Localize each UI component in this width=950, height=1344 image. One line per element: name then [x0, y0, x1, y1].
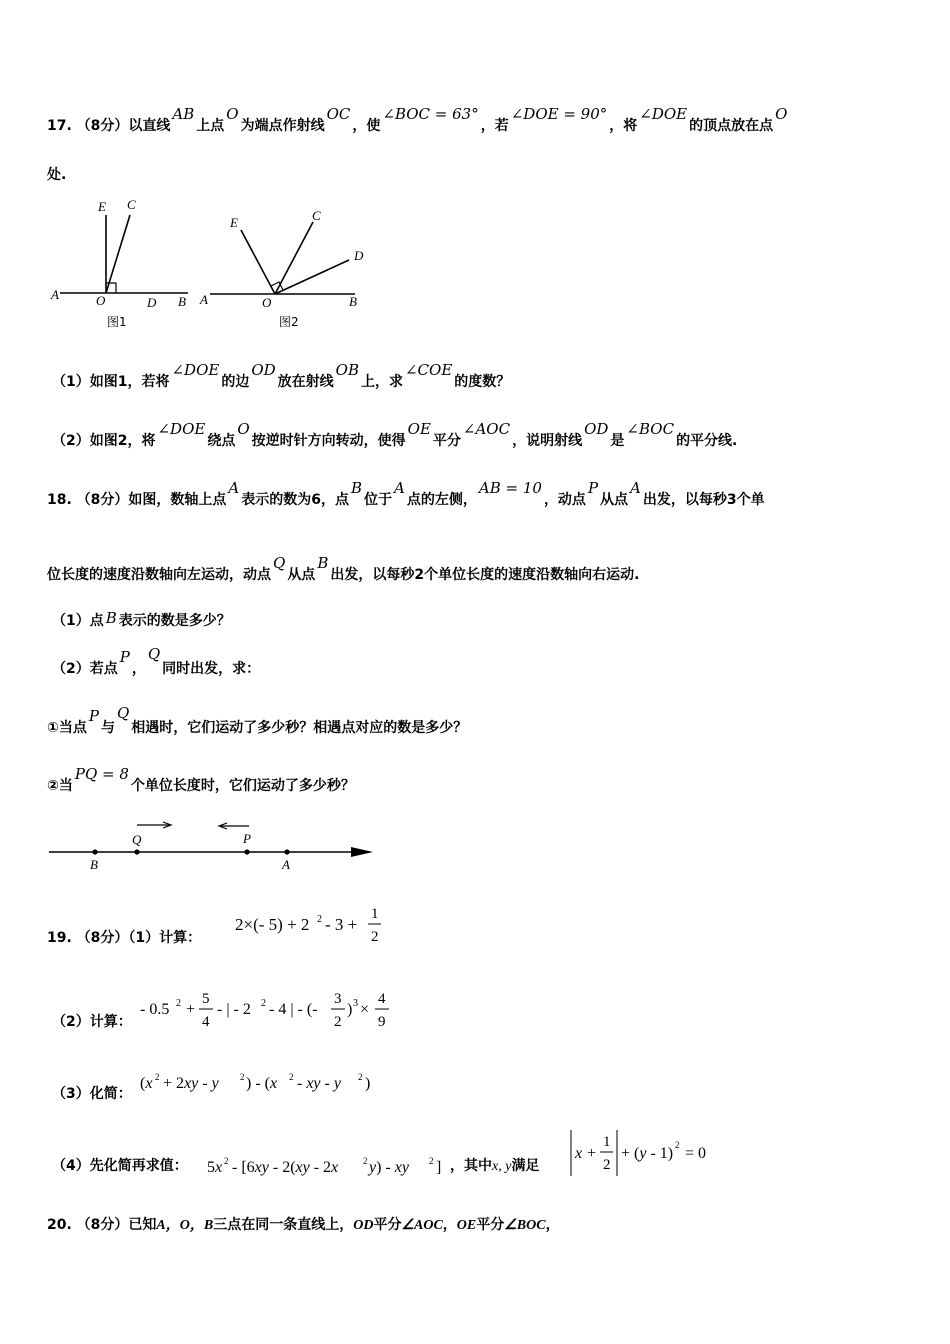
formula-19-3 — [138, 1068, 388, 1098]
formula-19-2 — [138, 985, 398, 1035]
text: ②当 — [47, 778, 73, 794]
math: P — [119, 648, 130, 666]
svg-text:2: 2 — [289, 1072, 294, 1082]
caption-fig1: 图1 — [107, 315, 127, 329]
math-O: O — [226, 105, 239, 123]
text: 表示的数为6，点 — [241, 492, 350, 508]
svg-text:+: + — [587, 1145, 597, 1162]
math: ∠COE — [404, 361, 453, 379]
text: ，动点 — [543, 492, 586, 508]
formula-19-4a — [205, 1152, 465, 1180]
point-B — [92, 849, 97, 854]
svg-text:1: 1 — [371, 906, 379, 922]
figure-1 — [48, 195, 198, 335]
math: ∠DOE — [171, 361, 220, 379]
math: ∠BOC — [504, 1218, 546, 1233]
text: 平分 — [476, 1217, 505, 1233]
q18-sub2 — [47, 765, 355, 795]
text: ， — [545, 1217, 560, 1233]
text: 按逆时针方向转动，使得 — [251, 433, 406, 449]
svg-text:2: 2 — [240, 1072, 245, 1082]
math: Q — [147, 645, 161, 663]
math: P — [88, 707, 99, 725]
svg-text:2: 2 — [176, 998, 181, 1009]
point-Q — [134, 849, 139, 854]
text: 满足 — [511, 1158, 540, 1174]
text: 平分 — [373, 1217, 402, 1233]
label-O: O — [262, 295, 272, 310]
q19-part3 — [52, 1085, 132, 1103]
point-P — [244, 849, 249, 854]
text: 上，求 — [360, 374, 403, 390]
svg-text:]: ] — [436, 1159, 442, 1176]
math: A，O，B — [156, 1218, 214, 1233]
label-B: B — [90, 857, 98, 872]
text: 出发，以每秒2个单位长度的速度沿数轴向右运动. — [330, 567, 640, 583]
text: 点的左侧， — [406, 492, 477, 508]
q17-part1 — [52, 361, 511, 391]
svg-text:- xy - y: - xy - y — [297, 1075, 341, 1092]
math: B — [317, 554, 329, 572]
svg-text:2: 2 — [155, 1072, 160, 1082]
svg-text:2: 2 — [224, 1156, 229, 1166]
text: （1）如图1，若将 — [52, 374, 170, 390]
text: 绕点 — [207, 433, 236, 449]
math: Q — [116, 704, 130, 722]
svg-text:- 4 | - (-: - 4 | - (- — [269, 1001, 318, 1018]
text: 放在射线 — [277, 374, 334, 390]
svg-text:2: 2 — [317, 914, 322, 925]
text: 平分 — [432, 433, 461, 449]
svg-text:1: 1 — [603, 1134, 611, 1150]
math: OE — [407, 420, 431, 438]
q17-line1 — [47, 105, 789, 135]
text: 与 — [100, 720, 115, 736]
text: 三点在同一条直线上， — [213, 1217, 354, 1233]
ray-OE — [241, 230, 275, 294]
text: 上点 — [196, 118, 225, 134]
text: 的平分线. — [676, 433, 738, 449]
svg-text:2: 2 — [675, 1140, 680, 1150]
label-C: C — [312, 208, 321, 223]
text: 同时出发，求： — [162, 661, 261, 677]
svg-text:5: 5 — [202, 991, 210, 1007]
math: ∠AOC — [462, 420, 511, 438]
svg-text:): ) — [347, 1001, 353, 1018]
text: 从点 — [600, 492, 629, 508]
label-A: A — [51, 287, 59, 302]
math: A — [630, 479, 641, 497]
text: ， — [442, 1217, 457, 1233]
svg-text:- [6xy - 2(xy - 2x: - [6xy - 2(xy - 2x — [232, 1159, 339, 1176]
svg-text:9: 9 — [378, 1014, 386, 1030]
q19-part2 — [52, 1013, 132, 1031]
math: ∠AOC — [401, 1218, 443, 1233]
math: OB — [335, 361, 359, 379]
q19-part4-cond — [450, 1157, 539, 1176]
math: Q — [273, 554, 286, 572]
text: ，说明射线 — [512, 433, 583, 449]
text: 的度数？ — [454, 374, 511, 390]
math: O — [237, 420, 250, 438]
svg-text:+ (y - 1): + (y - 1) — [621, 1145, 674, 1162]
math: ∠BOC — [626, 420, 675, 438]
text: （3）化简： — [52, 1086, 132, 1102]
text: ， — [131, 661, 146, 677]
label-E: E — [98, 199, 106, 214]
math-AB: AB — [172, 105, 195, 123]
svg-text:= 0: = 0 — [685, 1145, 707, 1162]
text: ，其中 — [450, 1158, 492, 1174]
figure-2 — [195, 200, 375, 335]
svg-text:2: 2 — [603, 1157, 611, 1173]
text: ①当点 — [47, 720, 87, 736]
text: （2）计算： — [52, 1014, 132, 1030]
math-xy: x, y — [492, 1159, 512, 1174]
svg-text:4: 4 — [202, 1014, 210, 1030]
text: 的边 — [221, 374, 250, 390]
svg-text:2: 2 — [334, 1014, 342, 1030]
math: A — [228, 479, 240, 497]
text: 的顶点放在点 — [689, 118, 774, 134]
math: OE — [456, 1218, 477, 1233]
math: PQ = 8 — [74, 765, 129, 783]
svg-text:y) - xy: y) - xy — [369, 1159, 409, 1176]
text: 从点 — [287, 567, 316, 583]
svg-text:- 3 +: - 3 + — [325, 915, 358, 934]
label-E: E — [230, 215, 238, 230]
svg-text:2: 2 — [358, 1072, 363, 1082]
text: 位长度的速度沿数轴向左运动，动点 — [47, 567, 271, 583]
svg-text:- | - 2: - | - 2 — [217, 1001, 251, 1018]
text: （4）先化简再求值： — [52, 1158, 188, 1174]
svg-text:- 0.5: - 0.5 — [140, 1001, 170, 1018]
math-OC: OC — [326, 105, 351, 123]
math: B — [105, 609, 117, 627]
text: 是 — [610, 433, 625, 449]
caption-fig2: 图2 — [279, 315, 299, 329]
text: （1）点 — [52, 613, 104, 629]
q18-part2 — [52, 645, 261, 678]
math: P — [587, 479, 599, 497]
math: OD — [353, 1218, 374, 1233]
svg-text:+: + — [186, 1001, 196, 1018]
svg-text:x: x — [575, 1145, 583, 1162]
q18-line1 — [47, 479, 765, 509]
math: OD — [584, 420, 609, 438]
text: 为端点作射线 — [240, 118, 325, 134]
math: ∠DOE — [157, 420, 206, 438]
label-P: P — [243, 831, 251, 846]
svg-text:2: 2 — [261, 998, 266, 1009]
text: 18. （8分）如图，数轴上点 — [47, 492, 227, 508]
point-A — [284, 849, 289, 854]
q18-sub1 — [47, 704, 468, 737]
text: ，若 — [480, 118, 509, 134]
math-angle-boc: ∠BOC = 63° — [382, 105, 479, 123]
ray-OC — [106, 215, 130, 293]
formula-19-4b — [567, 1128, 727, 1180]
svg-text:) - (x: ) - (x — [246, 1075, 278, 1092]
ray-OC — [275, 222, 313, 294]
text: 表示的数是多少？ — [118, 613, 231, 629]
text: 位于 — [364, 492, 393, 508]
label-A: A — [282, 857, 290, 872]
text: （2）若点 — [52, 661, 118, 677]
math-DOE: ∠DOE — [639, 105, 688, 123]
svg-text:2: 2 — [429, 1156, 434, 1166]
svg-text:): ) — [365, 1075, 371, 1092]
axis-arrow-icon — [351, 847, 373, 857]
math: AB = 10 — [478, 479, 542, 497]
label-B: B — [178, 294, 186, 309]
formula-19-1 — [233, 900, 393, 950]
svg-text:2: 2 — [371, 929, 379, 945]
math-angle-doe: ∠DOE = 90° — [510, 105, 608, 123]
text: 出发，以每秒3个单 — [642, 492, 765, 508]
svg-text:(x: (x — [140, 1075, 153, 1092]
svg-text:+ 2xy - y: + 2xy - y — [163, 1075, 219, 1092]
text: 相遇时，它们运动了多少秒？相遇点对应的数是多少？ — [131, 720, 468, 736]
label-D: D — [147, 295, 157, 310]
label-A: A — [200, 292, 208, 307]
q17-line2 — [47, 166, 66, 184]
svg-text:4: 4 — [378, 991, 386, 1007]
q19-part1 — [47, 929, 201, 947]
svg-text:5x: 5x — [207, 1159, 223, 1176]
label-C: C — [127, 197, 136, 212]
svg-text:2: 2 — [363, 1156, 368, 1166]
svg-text:3: 3 — [353, 998, 358, 1009]
text: 个单位长度时，它们运动了多少秒？ — [130, 778, 355, 794]
math: OD — [251, 361, 276, 379]
text: 处. — [47, 167, 67, 183]
label-Q: Q — [132, 832, 142, 847]
math-O: O — [775, 105, 788, 123]
svg-text:×: × — [360, 1001, 370, 1018]
svg-text:2×(- 5) + 2: 2×(- 5) + 2 — [235, 915, 310, 934]
q18-line2 — [47, 554, 640, 584]
text: ，使 — [352, 118, 381, 134]
text: 19. （8分）（1）计算： — [47, 930, 202, 946]
ray-OD — [275, 260, 349, 294]
math: B — [351, 479, 363, 497]
math: A — [394, 479, 405, 497]
q17-part2 — [52, 420, 738, 450]
q18-part1 — [52, 611, 231, 630]
label-B: B — [349, 294, 357, 309]
number-line-figure — [45, 812, 385, 877]
q17-head: 17. （8分）以直线 — [47, 118, 171, 134]
q20-line1 — [47, 1216, 560, 1235]
svg-text:3: 3 — [334, 991, 342, 1007]
text: （2）如图2，将 — [52, 433, 156, 449]
label-O: O — [96, 293, 106, 308]
q19-part4 — [52, 1157, 188, 1175]
text: ，将 — [609, 118, 638, 134]
text: 20. （8分）已知 — [47, 1217, 157, 1233]
label-D: D — [354, 248, 364, 263]
